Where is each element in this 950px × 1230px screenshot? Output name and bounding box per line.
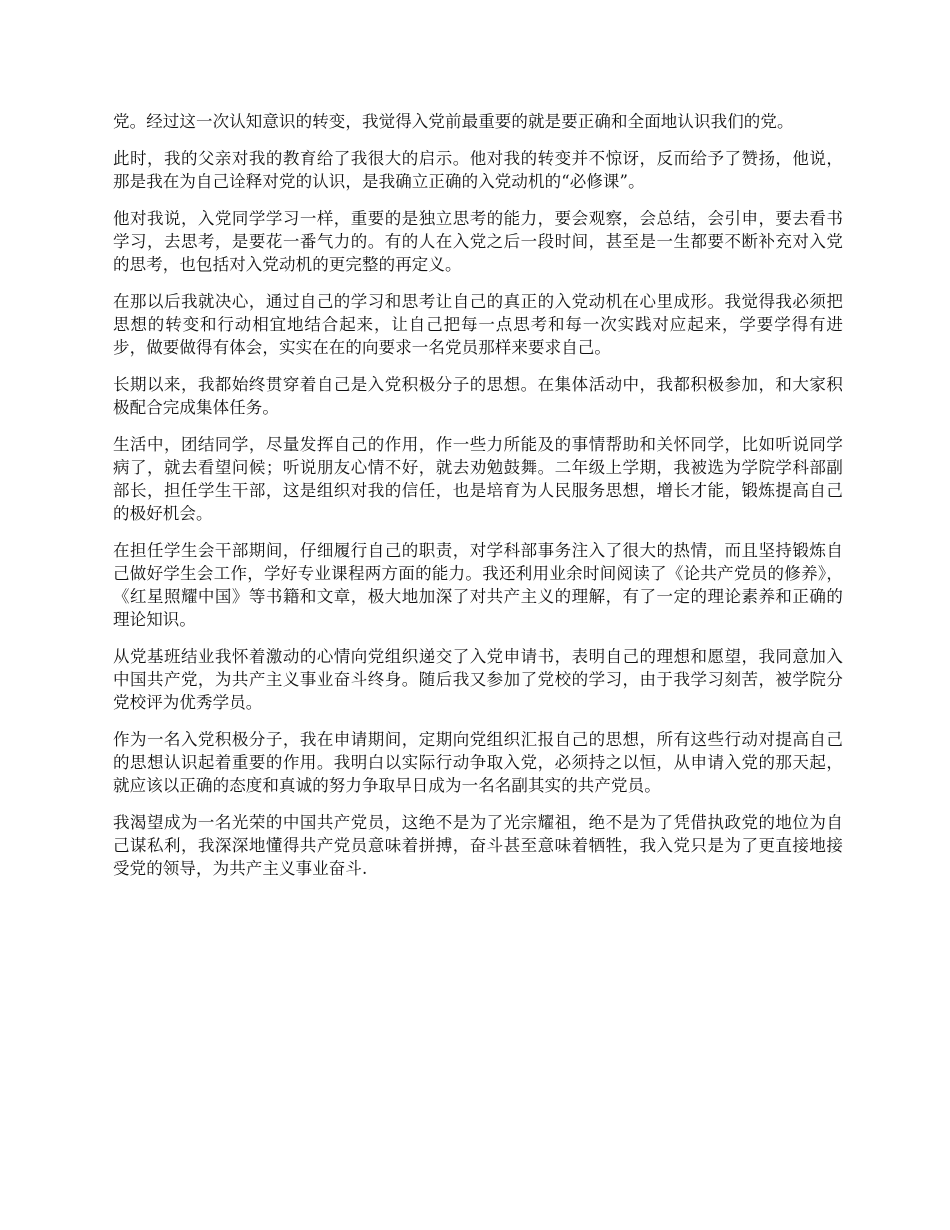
- paragraph-4: 在那以后我就决心，通过自己的学习和思考让自己的真正的入党动机在心里成形。我觉得我必须把思想的转变和行动相宜地结合起来，让自己把每一点思考和每一次实践对应起来，学要学得有进步，做要做得有体会，实实在在的向要求一名党员那样来要求自己。: [113, 292, 843, 357]
- paragraph-9: 作为一名入党积极分子，我在申请期间，定期向党组织汇报自己的思想，所有这些行动对提高自己的思想认识起着重要的作用。我明白以实际行动争取入党，必须持之以恒，从申请入党的那天起，就应该以正确的态度和真诚的努力争取早日成为一名名副其实的共产党员。: [113, 730, 843, 795]
- paragraph-6: 生活中，团结同学，尽量发挥自己的作用，作一些力所能及的事情帮助和关怀同学，比如听说同学病了，就去看望问候；听说朋友心情不好，就去劝勉鼓舞。二年级上学期，我被选为学院学科部副部长，担任学生干部，这是组织对我的信任，也是培育为人民服务思想，增长才能，锻炼提高自己的极好机会。: [113, 435, 843, 523]
- paragraph-7: 在担任学生会干部期间，仔细履行自己的职责，对学科部事务注入了很大的热情，而且坚持锻炼自己做好学生会工作，学好专业课程两方面的能力。我还利用业余时间阅读了《论共产党员的修养》，《红星照耀中国》等书籍和文章，极大地加深了对共产主义的理解，有了一定的理论素养和正确的理论知识。: [113, 541, 843, 629]
- paragraph-2: 此时，我的父亲对我的教育给了我很大的启示。他对我的转变并不惊讶，反而给予了赞扬，他说，那是我在为自己诠释对党的认识，是我确立正确的入党动机的“必修课”。: [113, 149, 843, 191]
- paragraph-8: 从党基班结业我怀着激动的心情向党组织递交了入党申请书，表明自己的理想和愿望，我同意加入中国共产党，为共产主义事业奋斗终身。随后我又参加了党校的学习，由于我学习刻苦，被学院分党校评为优秀学员。: [113, 647, 843, 712]
- paragraph-3: 他对我说，入党同学学习一样，重要的是独立思考的能力，要会观察，会总结，会引申，要去看书学习，去思考，是要花一番气力的。有的人在入党之后一段时间，甚至是一生都要不断补充对入党的思考，也包括对入党动机的更完整的再定义。: [113, 209, 843, 274]
- document-body: [113, 110, 843, 894]
- paragraph-1: 党。经过这一次认知意识的转变，我觉得入党前最重要的就是要正确和全面地认识我们的党。: [113, 112, 794, 131]
- paragraph-5: 长期以来，我都始终贯穿着自己是入党积极分子的思想。在集体活动中，我都积极参加，和大家积极配合完成集体任务。: [113, 375, 843, 417]
- paragraph-10: 我渴望成为一名光荣的中国共产党员，这绝不是为了光宗耀祖，绝不是为了凭借执政党的地位为自己谋私利，我深深地懂得共产党员意味着拼搏，奋斗甚至意味着牺牲，我入党只是为了更直接地接受党的领导，为共产主义事业奋斗.: [113, 813, 843, 878]
